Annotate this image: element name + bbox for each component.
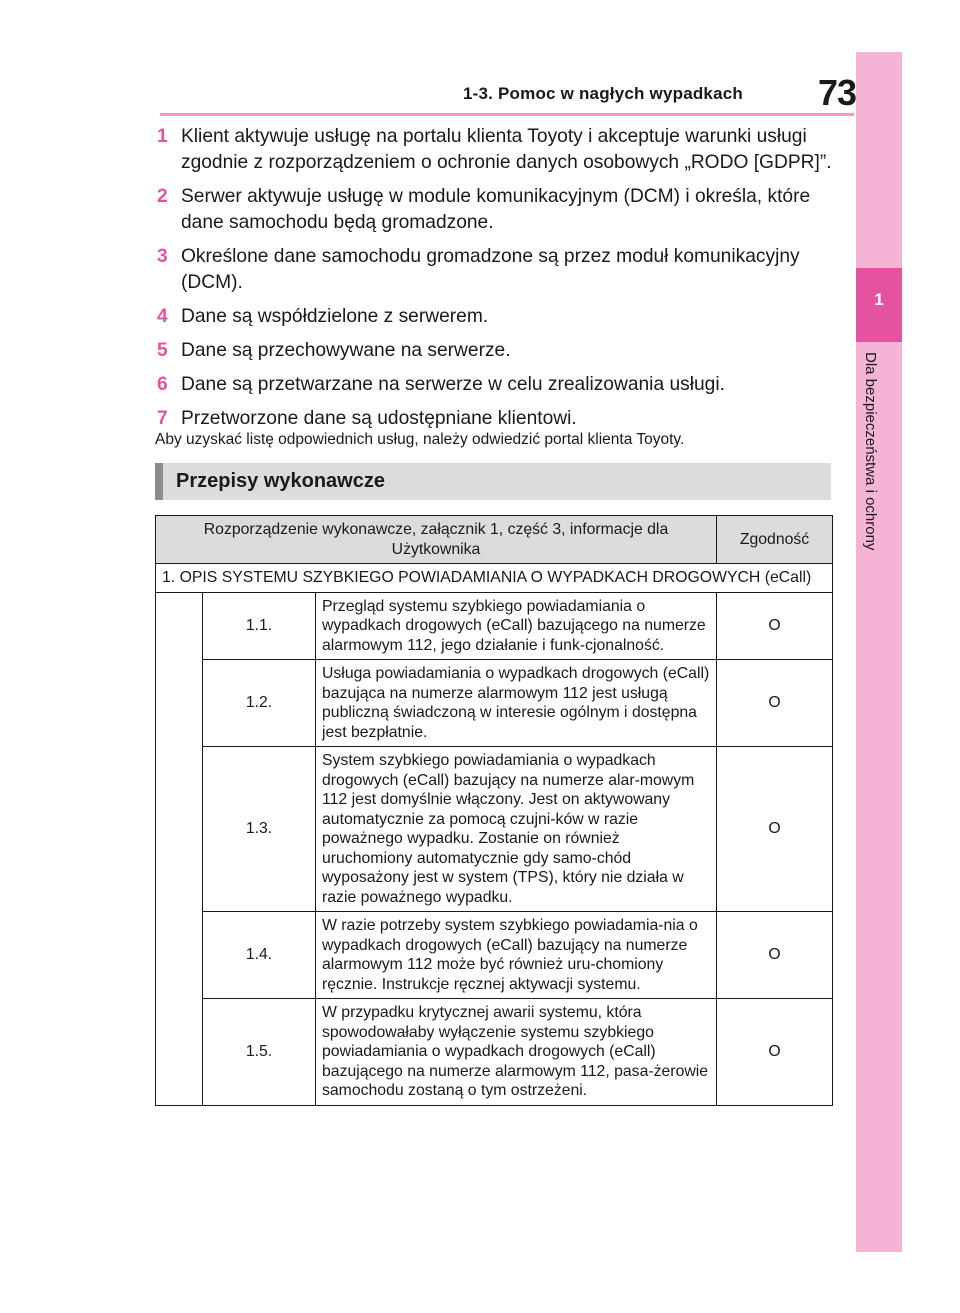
step-list (155, 124, 835, 440)
row-number: 1.5. (203, 999, 316, 1106)
step-text: Dane są przechowywane na serwerze. (181, 340, 511, 361)
side-chapter-number: 1 (874, 290, 884, 309)
step-item (155, 304, 835, 330)
table-row (156, 912, 833, 999)
side-chapter-label: Dla bezpieczeństwa i ochrony (862, 352, 879, 551)
table-section-row (156, 564, 833, 593)
step-text: Klient aktywuje usługę na portalu klienta Toyoty i akceptuje warunki usługi zgodnie z rozporządzeniem o ochronie danych osobowych „RODO [GDPR]”. (181, 126, 832, 173)
step-text: Dane są przetwarzane na serwerze w celu zrealizowania usługi. (181, 374, 725, 395)
step-number: 6 (157, 374, 168, 395)
step-item (155, 338, 835, 364)
section-heading-text: Przepisy wykonawcze (176, 470, 385, 492)
step-number: 2 (157, 186, 168, 207)
side-chapter-tab (856, 52, 902, 1252)
step-number: 7 (157, 408, 168, 429)
step-text: Dane są współdzielone z serwerem. (181, 306, 489, 327)
regulations-table (155, 515, 833, 1106)
step-number: 5 (157, 340, 168, 361)
row-description: W razie potrzeby system szybkiego powiadamia-nia o wypadkach drogowych (eCall) bazujący na numerze alarmowym 112 może być również uru-chomiony ręcznie. Instrukcje ręcznej aktywacji systemu. (316, 912, 717, 999)
table-row (156, 660, 833, 747)
table-header-regulation: Rozporządzenie wykonawcze, załącznik 1, część 3, informacje dla Użytkownika (156, 516, 717, 564)
step-item (155, 184, 835, 236)
row-compliance: O (717, 592, 833, 660)
header-divider (160, 113, 854, 116)
row-compliance: O (717, 747, 833, 912)
step-text: Serwer aktywuje usługę w module komunikacyjnym (DCM) i określa, które dane samochodu będą gromadzone. (181, 186, 811, 233)
row-number: 1.1. (203, 592, 316, 660)
footnote: Aby uzyskać listę odpowiednich usług, należy odwiedzić portal klienta Toyoty. (155, 431, 685, 448)
table-row (156, 747, 833, 912)
table-row (156, 592, 833, 660)
step-number: 3 (157, 246, 168, 267)
row-description: Usługa powiadamiania o wypadkach drogowych (eCall) bazująca na numerze alarmowym 112 jest usługą publiczną świadczoną w interesie ogólnym i dostępna jest bezpłatnie. (316, 660, 717, 747)
row-description: System szybkiego powiadamiania o wypadkach drogowych (eCall) bazujący na numerze alar-mowym 112 jest domyślnie włączony. Jest on aktywowany automatycznie za pomocą czujni-ków w razie poważnego wypadku. Zostanie on również uruchomiony automatycznie gdy samo-chód wyposażony jest w system (TPS), który nie działa w razie poważnego wypadku. (316, 747, 717, 912)
row-description: W przypadku krytycznej awarii systemu, która spowodowałaby wyłączenie systemu szybkiego powiadamiania o wypadkach drogowych (eCall) bazującego na numerze alarmowym 112, pasa-żerowie samochodu zostaną o tym ostrzeżeni. (316, 999, 717, 1106)
step-text: Określone dane samochodu gromadzone są przez moduł komunikacyjny (DCM). (181, 246, 800, 293)
table-row (156, 999, 833, 1106)
row-compliance: O (717, 660, 833, 747)
row-number: 1.4. (203, 912, 316, 999)
page-number: 73 (818, 72, 857, 113)
step-item (155, 244, 835, 296)
row-number: 1.2. (203, 660, 316, 747)
step-number: 4 (157, 306, 168, 327)
table-section-title: 1. OPIS SYSTEMU SZYBKIEGO POWIADAMIANIA O WYPADKACH DROGOWYCH (eCall) (156, 564, 833, 593)
table-header-compliance: Zgodność (717, 516, 833, 564)
step-item (155, 406, 835, 432)
section-heading (155, 463, 831, 500)
step-text: Przetworzone dane są udostępniane klientowi. (181, 408, 577, 429)
row-number: 1.3. (203, 747, 316, 912)
step-item (155, 124, 835, 176)
page-header-title: 1-3. Pomoc w nagłych wypadkach (463, 84, 743, 103)
step-number: 1 (157, 126, 168, 147)
step-item (155, 372, 835, 398)
row-compliance: O (717, 912, 833, 999)
table-indent-cell (156, 592, 203, 1105)
row-description: Przegląd systemu szybkiego powiadamiania o wypadkach drogowych (eCall) bazującego na numerze alarmowym 112, jego działanie i funk-cjonalność. (316, 592, 717, 660)
row-compliance: O (717, 999, 833, 1106)
table-header-row (156, 516, 833, 564)
